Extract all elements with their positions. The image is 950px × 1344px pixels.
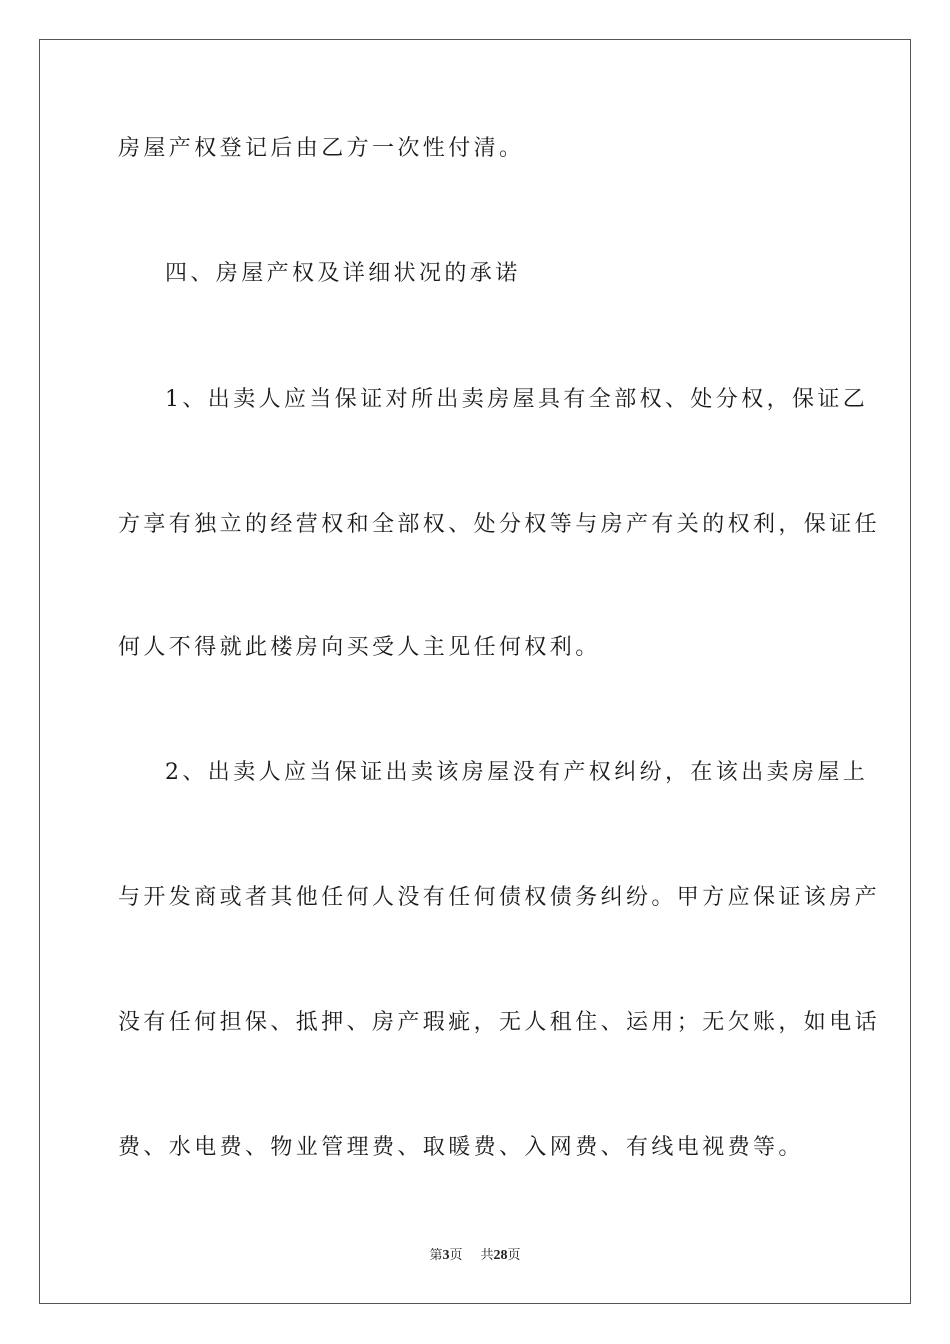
paragraph-line-3: 1、出卖人应当保证对所出卖房屋具有全部权、处分权，保证乙 [165, 387, 869, 412]
total-pages: 28 [493, 1248, 508, 1263]
total-prefix: 共 [480, 1248, 494, 1263]
page-border [39, 39, 911, 1304]
page-suffix: 页 [449, 1248, 463, 1263]
paragraph-line-8: 没有任何担保、抵押、房产瑕疵，无人租住、运用；无欠账，如电话 [118, 1010, 881, 1035]
total-suffix: 页 [507, 1248, 521, 1263]
paragraph-line-6: 2、出卖人应当保证出卖该房屋没有产权纠纷，在该出卖房屋上 [165, 760, 869, 785]
page-number: 3 [442, 1248, 450, 1263]
paragraph-line-5: 何人不得就此楼房向买受人主见任何权利。 [118, 635, 601, 660]
paragraph-line-9: 费、水电费、物业管理费、取暖费、入网费、有线电视费等。 [118, 1135, 804, 1160]
paragraph-line-4: 方享有独立的经营权和全部权、处分权等与房产有关的权利，保证任 [118, 512, 881, 537]
paragraph-line-7: 与开发商或者其他任何人没有任何债权债务纠纷。甲方应保证该房产 [118, 885, 881, 910]
page-prefix: 第 [429, 1248, 443, 1263]
section-heading: 四、房屋产权及详细状况的承诺 [165, 261, 521, 286]
page-footer [0, 1248, 950, 1264]
paragraph-line-1: 房屋产权登记后由乙方一次性付清。 [118, 136, 525, 161]
